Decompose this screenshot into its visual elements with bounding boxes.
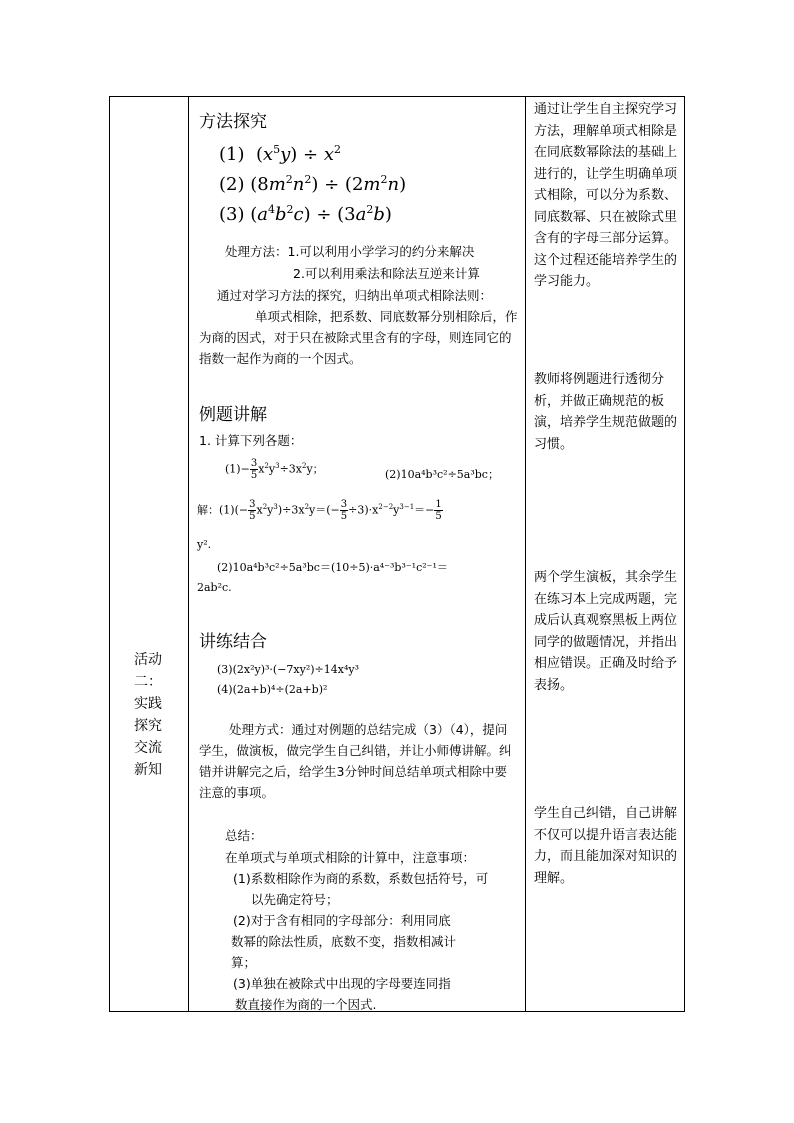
formula-2: (2) $(8m^2n^2) \div (2m^2n)$ (219, 173, 407, 195)
note-example: 教师将例题进行透彻分析，并做正确规范的板演，培养学生规范做题的习惯。 (534, 372, 678, 452)
division-rule: 单项式相除，把系数、同底数幂分别相除后，作为商的因式，对于只在被除式里含有的字母，则连同它的指数一起作为商的一个因式。 (199, 309, 518, 366)
summary-item-3: (3)单独在被除式中出现的字母要连同指 (233, 976, 451, 991)
design-intent-column (526, 97, 686, 1011)
example-solution-1: 解：(1)(− $\frac{3}{5}$ $x^2y^3)\div 3x^2y=(-$ $\frac{3}{5}$ $\div 3)\cdot x^{2-2}y^{3-1}=-$ $\frac{1}{5}$ (197, 499, 442, 522)
summary-item-2-end: 算； (231, 955, 257, 970)
note-summary: 学生自己纠错，自己讲解不仅可以提升语言表达能力，而且能加深对知识的理解。 (534, 806, 678, 886)
formula-3: (3) $(a^4b^2c) \div (3a^2b)$ (219, 203, 392, 225)
summary-item-1: (1)系数相除作为商的系数，系数包括符号，可 (233, 871, 489, 886)
example-solution-1-tail: y². (197, 538, 212, 551)
activity-column (110, 97, 188, 1011)
summary-title: 总结： (225, 828, 263, 843)
summary-item-3-cont: 数直接作为商的一个因式. (235, 997, 377, 1012)
content-column (189, 97, 525, 1011)
summary-intro: 通过对学习方法的探究，归纳出单项式相除法则： (217, 288, 493, 303)
note-practice: 两个学生演板，其余学生在练习本上完成两题，完成后认真观察黑板上两位同学的做题情况，并指出相应错误。正确及时给予表扬。 (534, 570, 678, 693)
process-line-1: 处理方法：1.可以利用小学学习的约分来解决 (225, 244, 475, 259)
example-solution-2-tail: 2ab²c. (197, 581, 232, 594)
note-method: 通过让学生自主探究学习方法，理解单项式相除是在同底数幂除法的基础上进行的，让学生明确单项式相除，可以分为系数、同底数幂、只在被除式里含有的字母三部分运算。这个过程还能培养学生的学习能力。 (534, 102, 678, 289)
example-solution-2: (2)10a⁴b³c²÷5a³bc＝(10÷5)·a⁴⁻³b³⁻¹c²⁻¹＝ (217, 561, 448, 574)
summary-item-2: (2)对于含有相同的字母部分：利用同底 (233, 913, 451, 928)
practice-problem-3: (3)(2x²y)³·(−7xy²)÷14x⁴y³ (217, 663, 359, 676)
process-line-2: 2.可以利用乘法和除法互逆来计算 (293, 266, 480, 281)
summary-item-1-cont: 以先确定符号； (251, 892, 339, 907)
activity-label: 活动二：实践探究交流新知 (134, 652, 162, 778)
example-problem-1: (1)− $\frac{3}{5}$ $x^2y^3\div 3x^2y$； (225, 458, 324, 481)
example-heading: 例题讲解 (199, 405, 267, 425)
lesson-table (109, 96, 685, 1012)
summary-item-2-cont: 数幂的除法性质，底数不变，指数相减计 (231, 934, 457, 949)
example-problem-2: (2)10a⁴b³c²÷5a³bc； (385, 468, 499, 481)
practice-process: 处理方式：通过对例题的总结完成（3）（4），提问学生，做演板，做完学生自己纠错，并让小师傅讲解。纠错并讲解完之后，给学生3分钟时间总结单项式相除中要注意的事项。 (199, 722, 512, 800)
practice-heading: 讲练结合 (199, 632, 267, 652)
method-heading: 方法探究 (199, 112, 267, 132)
summary-intro-line: 在单项式与单项式相除的计算中，注意事项： (225, 850, 476, 865)
example-task: 1. 计算下列各题： (199, 433, 303, 448)
practice-problem-4: (4)(2a+b)⁴÷(2a+b)² (217, 683, 328, 696)
formula-1: (1) $(x^5y) \div x^2$ (219, 143, 342, 165)
